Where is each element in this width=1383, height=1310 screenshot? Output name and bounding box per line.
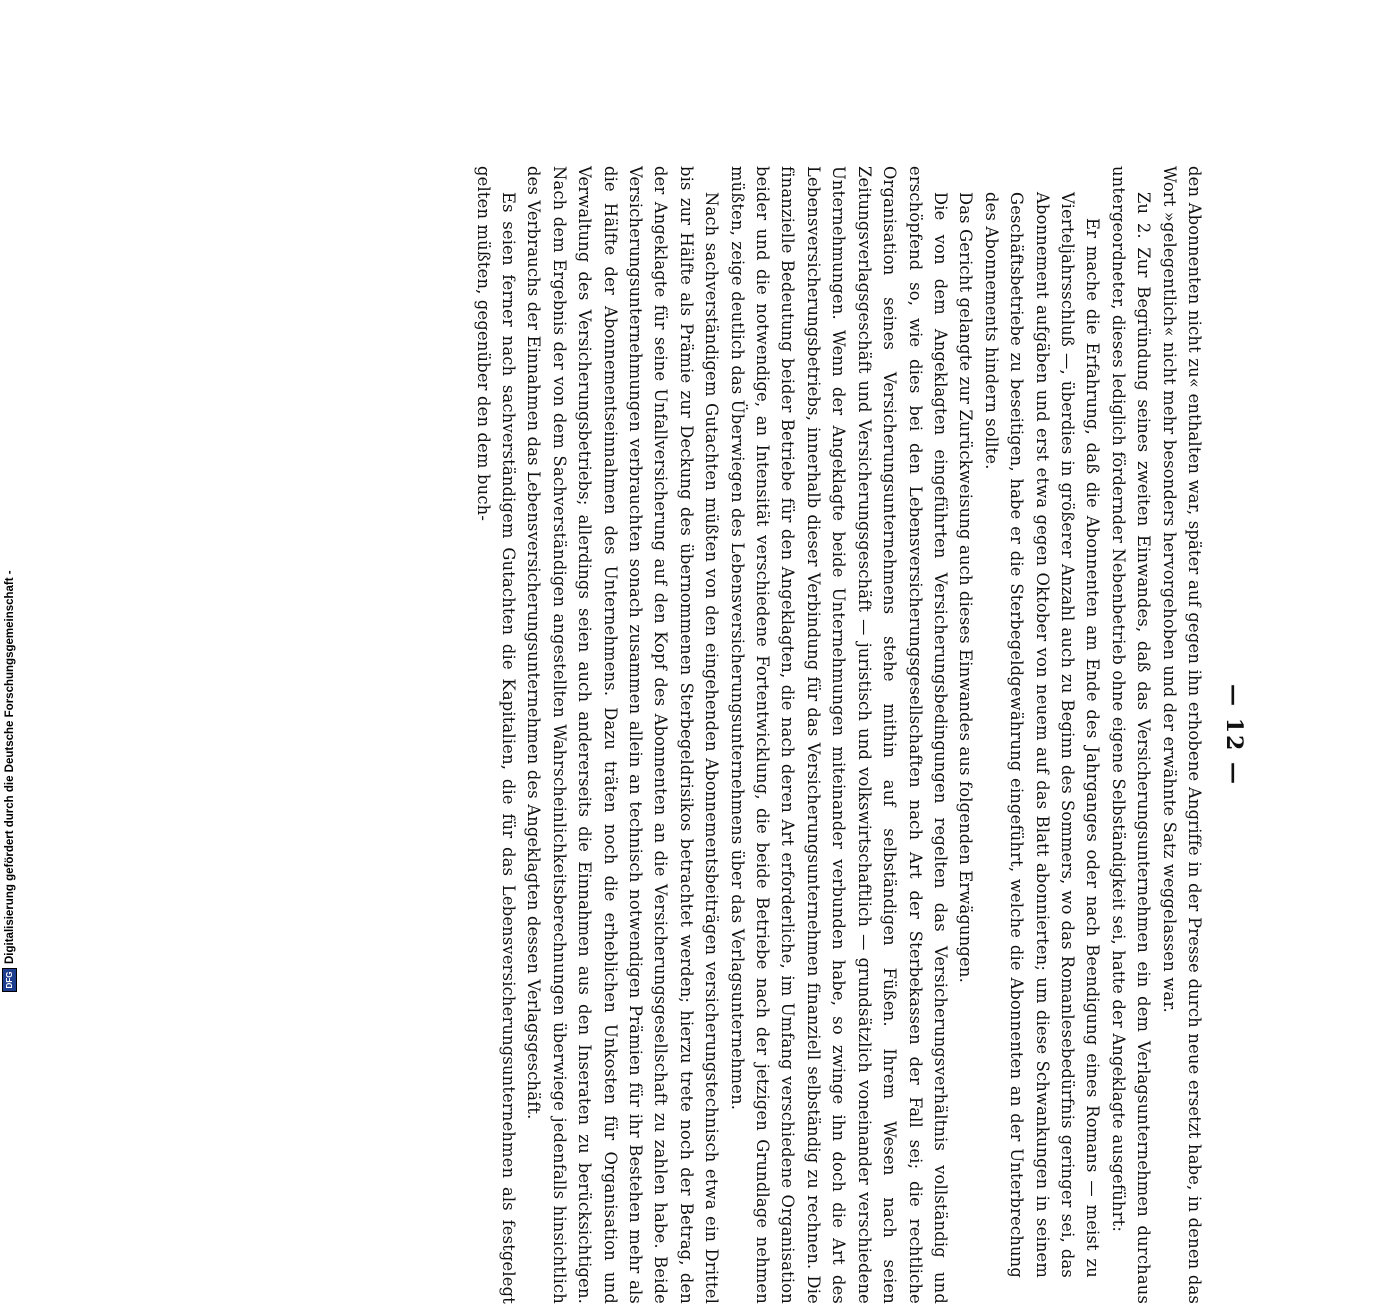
dfg-credit-margin: [2, 570, 17, 992]
dfg-logo-icon: DFG: [2, 968, 17, 992]
dfg-credit-text: Digitalisierung gefördert durch die Deutsche Forschungsgemeinschaft -: [3, 570, 16, 964]
paragraph-continuation: den Abonnenten nicht zu« enthalten war, später auf gegen ihn erhobene Angriffe in der Presse durch neue ersetzt habe, in denen das Wort »gelegentlich« nicht mehr besonders hervorgehoben und der erwähnte Satz weggelassen war.: [1159, 166, 1204, 1304]
paragraph-point-2: Zu 2. Zur Begründung seines zweiten Einwandes, daß das Versicherungsunternehmen ein dem Verlagsunternehmen durchaus untergeordneter, dieses lediglich fördernder Nebenbetrieb ohne eigene Selbständigkeit sei, hatte der Angeklagte ausgeführt:: [1108, 166, 1154, 1304]
paragraph-capital: Es seien ferner nach sachverständigem Gutachten die Kapitalien, die für das Lebensversicherungsunternehmen als festgelegt gelten müßten, gegenüber den dem buch-: [473, 166, 519, 1304]
paragraph-expert-opinion: Nach sachverständigem Gutachten müßten von den eingehenden Abonnementsbeiträgen versicherungstechnisch etwa ein Drittel bis zur Hälfte als Prämie zur Deckung des übernommenen Sterbegeldrisikos betrachtet werden; hierzu trete noch der Betrag, den der Angeklagte für seine Unfallversicherung auf den Kopf des Abonnenten an die Versicherungsgesellschaft zu zahlen habe. Beide Versicherungsunternehmungen verbrauchten sonach zusammen allein an technisch notwendigen Prämien für ihr Bestehen mehr als die Hälfte der Abonnementseinnahmen des Unternehmens. Dazu träten noch die erheblichen Unkosten für Organisation und Verwaltung des Versicherungsbetriebs; allerdings seien auch andererseits die Einnahmen aus den Inseraten zu berücksichtigen. Nach dem Ergebnis der von dem Sachverständigen angestellten Wahrscheinlichkeitsberechnungen überwiege jedenfalls hinsichtlich des Verbrauchs der Einnahmen das Lebensversicherungsunternehmen des Angeklagten dessen Verlagsgeschäft.: [524, 166, 722, 1304]
paragraph-quote-experience: Er mache die Erfahrung, daß die Abonnenten am Ende des Jahrganges oder nach Beendigung eines Romans — meist zu Vierteljahrsschluß —, überdies in größerer Anzahl auch zu Beginn des Sommers, wo das Romanlesebedürfnis geringer sei, das Abonnement aufgäben und erst etwa gegen Oktober von neuem auf das Blatt abonnierten; um diese Schwankungen in seinem Geschäftsbetriebe zu beseitigen, habe er die Sterbegeldgewährung eingeführt, welche die Abonnenten an der Unterbrechung des Abonnements hindern sollte.: [981, 192, 1103, 1278]
page-number: — 12 —: [1221, 684, 1247, 786]
paragraph-insurance-conditions: Die von dem Angeklagten eingeführten Versicherungsbedingungen regelten das Versicherungsverhältnis vollständig und erschöpfend so, wie dies bei den Lebensversicherungsgesellschaften nach Art der Sterbekassen der Fall sei; die rechtliche Organisation seines Versicherungsunternehmens stehe mithin auf selbständigen Füßen. Ihrem Wesen nach seien Zeitungsverlagsgeschäft und Versicherungsgeschäft — juristisch und volkswirtschaftlich — grundsätzlich voneinander verschiedene Unternehmungen. Wenn der Angeklagte beide Unternehmungen miteinander verbunden habe, so zwinge ihn doch die Art des Lebensversicherungsbetriebs, innerhalb dieser Verbindung für das Versicherungsunternehmen finanziell selbständig zu rechnen. Die finanzielle Bedeutung beider Betriebe für den Angeklagten, die nach deren Art erforderliche, im Umfang verschiedene Organisation beider und die notwendige, an Intensität verschiedene Fortentwicklung, die beide Betriebe nach der jetzigen Grundlage nehmen müßten, zeige deutlich das Überwiegen des Lebensversicherungsunternehmens über das Verlagsunternehmen.: [727, 166, 950, 1304]
rotated-page-scan: [473, 160, 1247, 1310]
paragraph-court-rejection: Das Gericht gelangte zur Zurückweisung auch dieses Einwandes aus folgenden Erwägungen.: [956, 192, 976, 983]
